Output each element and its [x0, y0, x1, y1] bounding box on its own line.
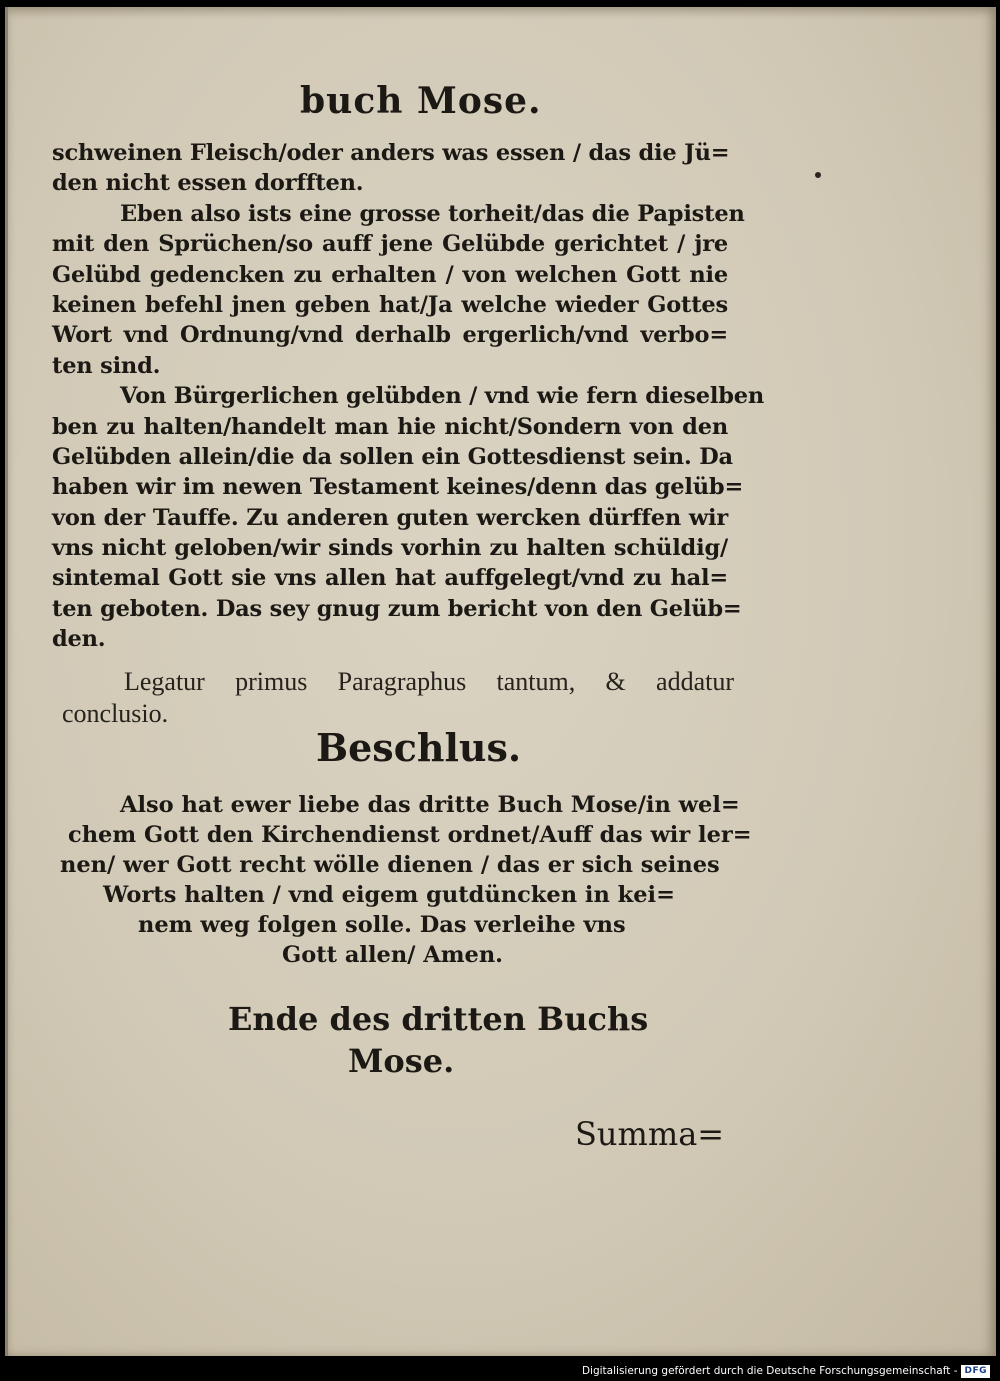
text-line: mit den Sprüchen/so auff jene Gelübde gerichtet / jre — [52, 231, 728, 258]
text-line: nem weg folgen solle. Das verleihe vns — [138, 912, 626, 938]
text-line: schweinen Fleisch/oder anders was essen / das die Jü= — [52, 140, 730, 166]
text-line: ten geboten. Das sey gnug zum bericht von den Gelüb= — [52, 595, 742, 622]
end-title: Ende des dritten Buchs — [228, 1000, 649, 1038]
footer-credit: Digitalisierung gefördert durch die Deutsche Forschungsgemeinschaft - — [581, 1365, 958, 1377]
text-line: nen/ wer Gott recht wölle dienen / das er sich seines — [60, 852, 720, 878]
latin-line: conclusio. — [62, 699, 169, 728]
running-head: buch Mose. — [300, 80, 542, 122]
text-line: chem Gott den Kirchendienst ordnet/Auff das wir ler= — [68, 822, 752, 848]
end-title: Mose. — [348, 1042, 455, 1080]
ink-spot — [815, 172, 821, 178]
text-line: Wort vnd Ordnung/vnd derhalb ergerlich/vnd verbo= — [52, 322, 728, 349]
dfg-logo: DFG — [961, 1365, 990, 1378]
digitization-footer — [582, 1364, 990, 1378]
text-line: vns nicht geloben/wir sinds vorhin zu halten schüldig/ — [52, 535, 728, 562]
body-text — [52, 138, 764, 655]
text-line: sintemal Gott sie vns allen hat auffgelegt/vnd zu hal= — [52, 565, 728, 592]
text-line: ben zu halten/handelt man hie nicht/Sondern von den — [52, 413, 728, 440]
latin-instruction — [62, 666, 734, 730]
text-line: Also hat ewer liebe das dritte Buch Mose/in wel= — [120, 792, 740, 818]
closing-paragraph — [60, 790, 752, 970]
text-line: den nicht essen dorfften. — [52, 170, 364, 197]
catchword: Summa= — [575, 1115, 725, 1153]
text-line: Gelübden allein/die da sollen ein Gottesdienst sein. Da — [52, 443, 733, 470]
text-line: keinen befehl jnen geben hat/Ja welche wieder Gottes — [52, 291, 728, 318]
text-line: Von Bürgerlichen gelübden / vnd wie fern dieselben — [120, 383, 764, 410]
text-line: Gelübd gedencken zu erhalten / von welchen Gott nie — [52, 261, 728, 288]
section-heading: Beschlus. — [316, 725, 522, 770]
latin-line: Legatur primus Paragraphus tantum, & addatur — [124, 667, 734, 696]
text-line: Eben also ists eine grosse torheit/das die Papisten — [120, 200, 745, 227]
text-line: den. — [52, 626, 106, 653]
text-line: Gott allen/ Amen. — [282, 942, 504, 968]
text-line: ten sind. — [52, 352, 161, 379]
text-line: Worts halten / vnd eigem gutdüncken in kei= — [103, 882, 675, 908]
text-line: von der Tauffe. Zu anderen guten wercken dürffen wir — [52, 504, 728, 531]
text-line: haben wir im newen Testament keines/denn das gelüb= — [52, 474, 744, 501]
